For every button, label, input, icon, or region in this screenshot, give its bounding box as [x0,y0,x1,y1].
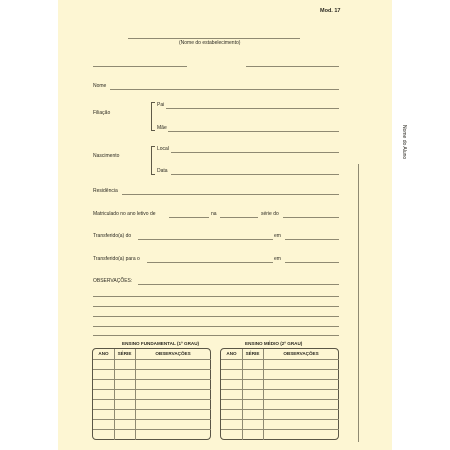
nome-label: Nome [93,83,107,89]
table-row[interactable] [93,379,211,380]
mae-line[interactable] [168,131,339,132]
serie-do-line[interactable] [283,217,339,218]
table-fundamental-header-rule [93,359,211,360]
table-row[interactable] [221,369,339,370]
record-sheet [58,0,407,450]
model-number: Mod. 17 [320,8,341,14]
table-fundamental-col-ano: ANO [98,351,109,356]
table-row[interactable] [221,419,339,420]
nome-do-aluno-label: Nome do Aluno [401,125,407,160]
serie-line[interactable] [220,217,258,218]
transferido-para-date-line[interactable] [285,262,339,263]
table-fundamental-col-observacoes: OBSERVAÇÕES [155,351,191,356]
data-label: Data [157,168,168,174]
residencia-label: Residência [93,188,118,194]
table-fundamental-divider [135,349,136,440]
table-row[interactable] [93,369,211,370]
table-row[interactable] [221,379,339,380]
observacoes-label: OBSERVAÇÕES: [93,278,133,284]
transferido-do-line[interactable] [138,239,273,240]
data-line[interactable] [171,174,339,175]
observacoes-line-1[interactable] [138,284,339,285]
em-label-1: em [274,233,281,239]
pai-line[interactable] [166,108,339,109]
filiacao-brace [151,102,155,131]
transferido-para-line[interactable] [147,262,273,263]
transferido-do-date-line[interactable] [285,239,339,240]
table-medio-title: ENSINO MÉDIO (2º GRAU) [245,341,303,346]
nome-do-aluno-line[interactable] [358,164,359,442]
table-medio-divider [263,349,264,440]
table-row[interactable] [93,389,211,390]
filiacao-label: Filiação [93,110,111,116]
table-row[interactable] [221,409,339,410]
observacoes-line-5[interactable] [93,326,339,327]
table-row[interactable] [221,389,339,390]
transferido-para-label: Transferido(a) para o [93,256,140,262]
table-medio-divider [242,349,243,440]
residencia-line[interactable] [122,194,339,195]
header-left-line[interactable] [93,66,187,67]
local-label: Local [157,146,169,152]
na-label: na [211,211,217,217]
table-row[interactable] [93,429,211,430]
table-fundamental [92,348,211,440]
header-right-line[interactable] [246,66,339,67]
mae-label: Mãe [157,125,167,131]
local-line[interactable] [171,152,339,153]
nome-line[interactable] [110,89,339,90]
observacoes-line-4[interactable] [93,316,339,317]
observacoes-line-2[interactable] [93,296,339,297]
table-medio-col-serie: SÉRIE [245,351,260,356]
table-fundamental-col-serie: SÉRIE [117,351,132,356]
table-row[interactable] [93,419,211,420]
em-label-2: em [274,256,281,262]
table-medio-col-observacoes: OBSERVAÇÕES [283,351,319,356]
table-medio-header-rule [221,359,339,360]
school-name-line[interactable] [128,38,300,39]
table-row[interactable] [93,399,211,400]
table-fundamental-title: ENSINO FUNDAMENTAL (1º GRAU) [122,341,200,346]
nascimento-brace [151,146,155,175]
transferido-do-label: Transferido(a) do [93,233,132,239]
table-medio [220,348,339,440]
school-name-caption: (Nome do estabelecimento) [179,40,241,46]
observacoes-line-6[interactable] [93,335,339,336]
matriculado-label: Matriculado no ano letivo de [93,211,156,217]
serie-do-label: série do [261,211,279,217]
ano-letivo-line[interactable] [169,217,209,218]
table-row[interactable] [93,409,211,410]
table-row[interactable] [221,429,339,430]
observacoes-line-3[interactable] [93,306,339,307]
nascimento-label: Nascimento [93,153,120,159]
pai-label: Pai [157,102,165,108]
table-fundamental-divider [114,349,115,440]
table-row[interactable] [221,399,339,400]
table-medio-col-ano: ANO [226,351,237,356]
